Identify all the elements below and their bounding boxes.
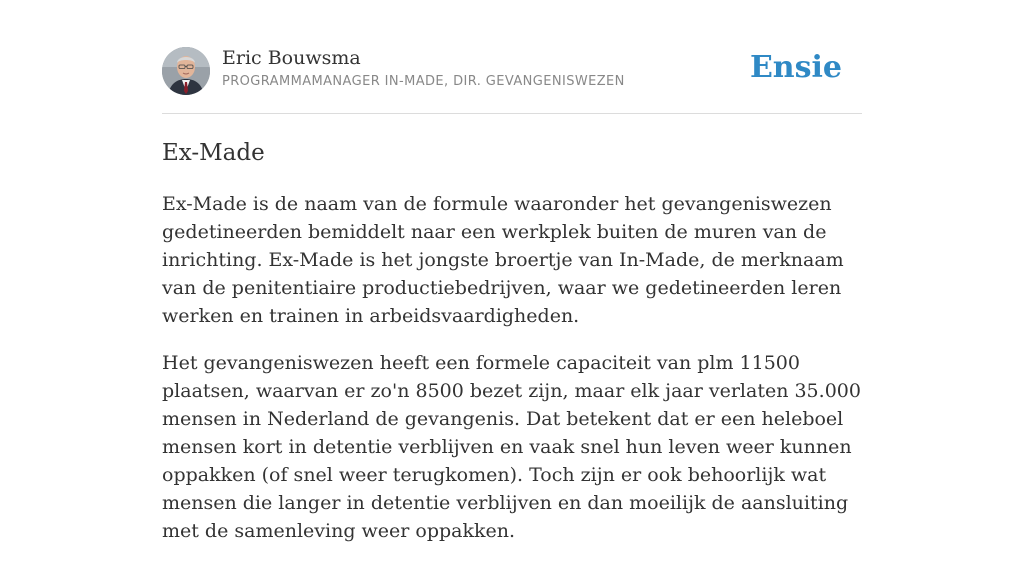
article-body [162, 190, 862, 564]
article-paragraph: Ex-Made is de naam van de formule waaronder het gevangeniswezen gedetineerden bemiddelt naar een werkplek buiten de muren van de inrichting. Ex-Made is het jongste broertje van In-Made, de merknaam van de penitentiaire productiebedrijven, waar we gedetineerden leren werken en trainen in arbeidsvaardigheden. [162, 193, 844, 327]
author-header [162, 0, 862, 114]
article-paragraph: Het gevangeniswezen heeft een formele capaciteit van plm 11500 plaatsen, waarvan er zo'n 8500 bezet zijn, maar elk jaar verlaten 35.000 mensen in Nederland de gevangenis. Dat betekent dat er een heleboel mensen kort in detentie verblijven en vaak snel hun leven weer kunnen oppakken (of snel weer terugkomen). Toch zijn er ook behoorlijk wat mensen die langer in detentie verblijven en dan moeilijk de aansluiting met de samenleving weer oppakken. [162, 352, 861, 542]
avatar-photo-icon [162, 47, 210, 95]
author-avatar[interactable] [162, 47, 210, 95]
author-role: PROGRAMMAMANAGER IN-MADE, DIR. GEVANGENISWEZEN [222, 74, 625, 89]
page-content [162, 0, 862, 542]
ensie-logo[interactable]: Ensie [749, 50, 842, 85]
author-name[interactable]: Eric Bouwsma [222, 47, 361, 69]
article-title: Ex-Made [162, 140, 265, 166]
